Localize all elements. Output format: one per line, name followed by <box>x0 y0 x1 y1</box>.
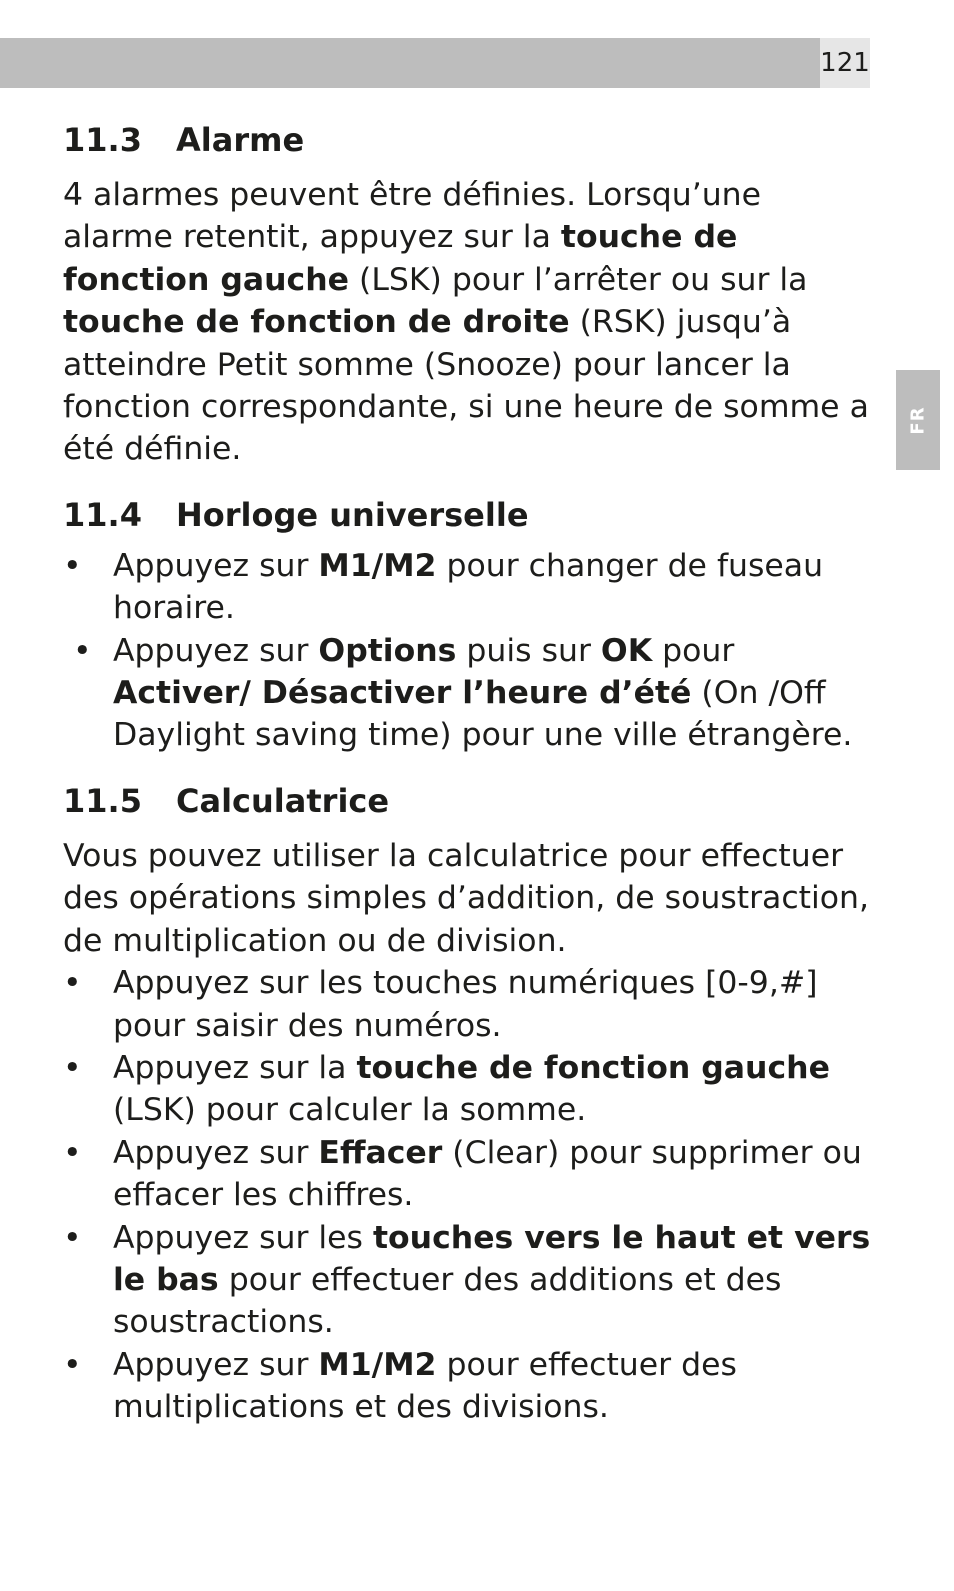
text-run: (On /Off Daylight saving time) pour une ville étrangère. <box>113 675 853 754</box>
list-item-text <box>113 633 852 754</box>
list-item <box>63 962 878 1047</box>
bullet-marker: • <box>73 632 92 669</box>
text-run: pour <box>652 632 735 669</box>
bullet-list <box>63 962 878 1428</box>
bold-text: touches vers le haut et vers le bas <box>113 1219 871 1298</box>
bold-text: Options <box>318 632 457 669</box>
text-run: Appuyez sur <box>113 632 319 669</box>
text-run: (RSK) jusqu’à atteindre Petit somme (Snooze) pour lancer la fonction correspondante, si une heure de somme a été définie. <box>63 304 869 468</box>
text-run: Appuyez sur <box>113 1134 319 1171</box>
bullet-marker: • <box>63 1134 82 1171</box>
text-run: (LSK) pour calculer la somme. <box>113 1092 587 1129</box>
bold-text: touche de fonction gauche <box>356 1049 830 1086</box>
section-paragraph <box>63 835 878 962</box>
section-heading <box>63 779 878 823</box>
bullet-marker: • <box>63 965 82 1002</box>
page-content <box>63 118 878 1429</box>
page-number: 121 <box>820 38 870 88</box>
section-number: 11.5 <box>63 781 142 820</box>
list-item-text <box>113 1347 737 1425</box>
list-item-text <box>113 1050 830 1128</box>
text-run: pour changer de fuseau horaire. <box>113 547 824 627</box>
language-tab-label: FR <box>907 405 929 435</box>
bullet-marker: • <box>63 547 82 584</box>
list-item-text <box>113 1220 870 1341</box>
bullet-marker: • <box>63 1219 82 1256</box>
list-item <box>63 630 878 757</box>
text-run: Vous pouvez utiliser la calculatrice pour effectuer des opérations simples d’addition, de soustraction, de multiplication ou de division. <box>63 837 870 959</box>
text-run: puis sur <box>456 632 601 669</box>
bold-text: M1/M2 <box>318 1346 437 1383</box>
header-bar <box>0 38 820 88</box>
bold-text: M1/M2 <box>318 547 437 584</box>
text-run: Appuyez sur les touches numériques [0-9,#] pour saisir des numéros. <box>113 965 818 1044</box>
list-item <box>63 1047 878 1132</box>
section-title: Calculatrice <box>176 781 390 820</box>
language-tab <box>896 370 940 470</box>
bold-text: OK <box>600 632 653 669</box>
section-title: Alarme <box>176 121 305 159</box>
section-title: Horloge universelle <box>176 495 529 534</box>
text-run: pour effectuer des additions et des soustractions. <box>113 1261 782 1341</box>
text-run: Appuyez sur <box>113 547 319 584</box>
list-item <box>63 1344 878 1429</box>
text-run: 4 alarmes peuvent être définies. Lorsqu’une alarme retentit, appuyez sur la <box>63 177 762 256</box>
list-item <box>63 545 878 630</box>
text-run: Appuyez sur la <box>113 1049 357 1086</box>
list-item <box>63 1132 878 1217</box>
bold-text: Effacer <box>318 1134 443 1171</box>
section-paragraph <box>63 174 878 471</box>
text-run: (LSK) pour l’arrêter ou sur la <box>349 261 808 298</box>
list-item-text <box>113 965 818 1043</box>
bold-text: Activer/ Désactiver l’heure d’été <box>113 675 692 712</box>
bold-text: touche de fonction de droite <box>63 304 570 341</box>
text-run: Appuyez sur les <box>113 1219 373 1256</box>
bullet-list <box>63 545 878 757</box>
list-item <box>63 1217 878 1344</box>
bullet-marker: • <box>63 1346 82 1383</box>
list-item-text <box>113 548 823 626</box>
text-run: Appuyez sur <box>113 1346 319 1383</box>
text-run: (Clear) pour supprimer ou effacer les chiffres. <box>113 1134 862 1214</box>
text-run: pour effectuer des multiplications et des divisions. <box>113 1346 737 1426</box>
section-heading <box>63 493 878 537</box>
section-number: 11.4 <box>63 495 142 534</box>
section-number: 11.3 <box>63 121 142 159</box>
bullet-marker: • <box>63 1049 82 1086</box>
bold-text: touche de fonction gauche <box>63 219 738 298</box>
list-item-text <box>113 1135 862 1213</box>
section-heading <box>63 118 878 162</box>
